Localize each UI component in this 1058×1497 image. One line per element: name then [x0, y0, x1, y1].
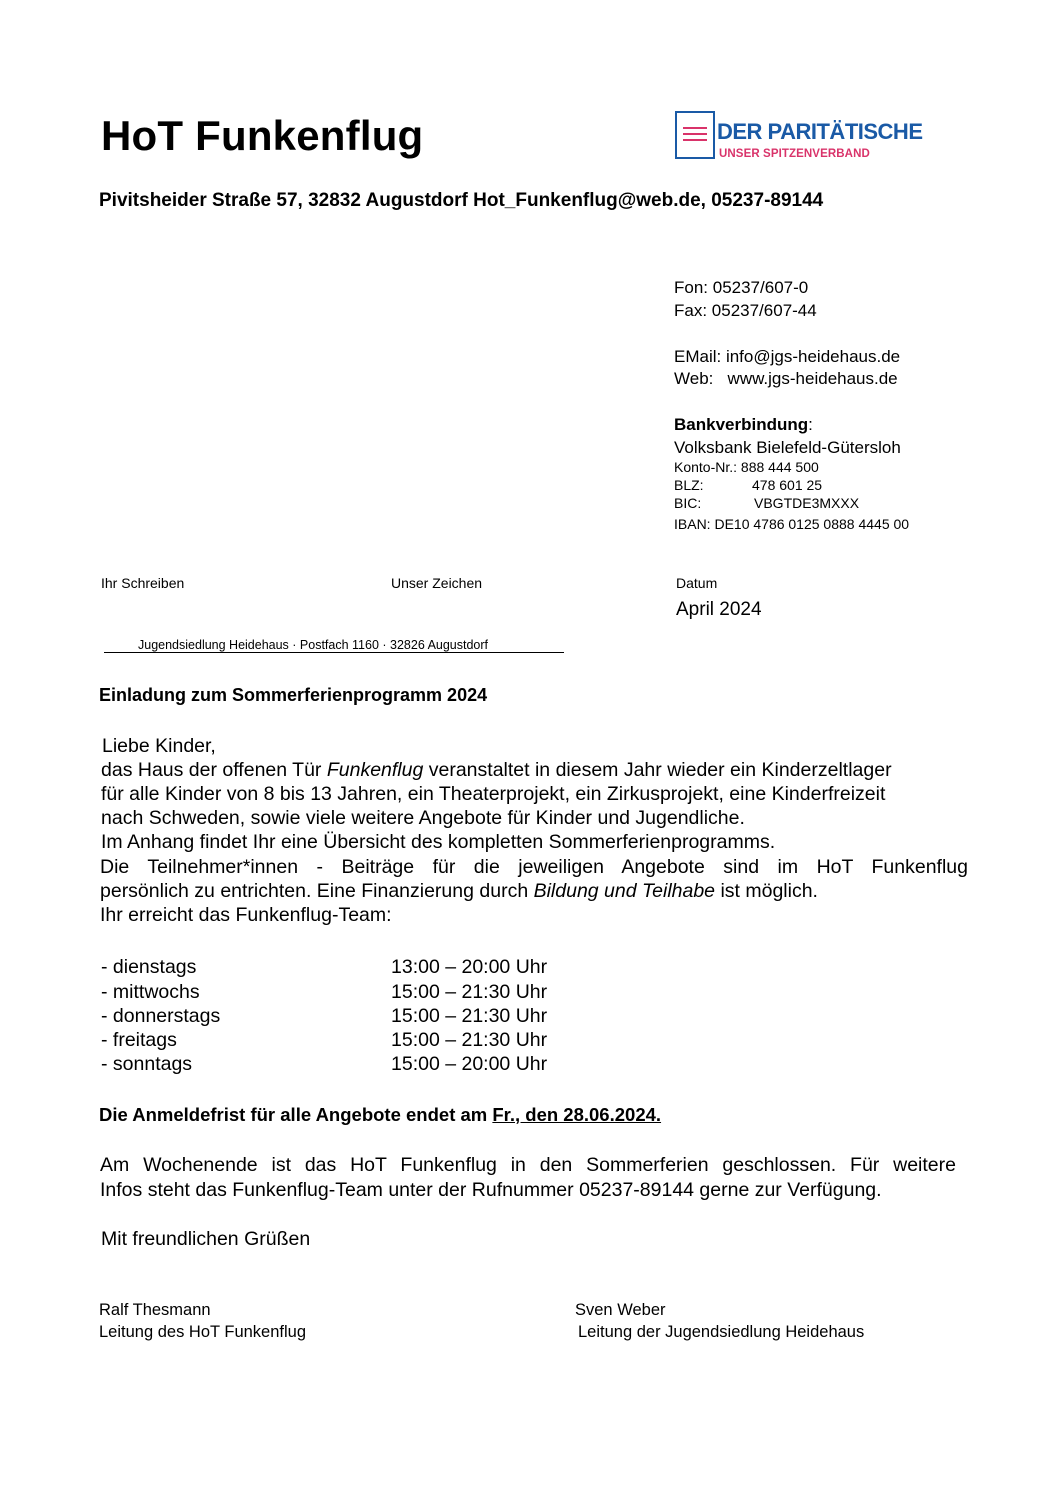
greeting: Liebe Kinder, [102, 735, 216, 757]
p1-text-b: veranstaltet in diesem Jahr wieder ein Kinderzeltlager [423, 759, 892, 781]
bic-value: VBGTDE3MXXX [754, 495, 860, 511]
iban: IBAN: DE10 4786 0125 0888 4445 00 [674, 516, 910, 532]
schedule-day: - mittwochs [101, 981, 200, 1003]
bank-colon: : [808, 415, 813, 434]
unser-zeichen-label: Unser Zeichen [391, 575, 483, 591]
paragraph-1-line-1 [101, 759, 892, 782]
ihr-schreiben-label: Ihr Schreiben [101, 575, 185, 591]
signatory-name: Sven Weber [575, 1301, 666, 1319]
p1-text-a: das Haus der offenen Tür [101, 759, 327, 781]
schedule-day: - freitags [101, 1029, 177, 1051]
p3-text-a: persönlich zu entrichten. Eine Finanzierung durch [100, 880, 534, 902]
contact-fax: Fax: 05237/607-44 [674, 301, 817, 320]
logo-mark-icon [675, 111, 715, 159]
closing-line-1: Am Wochenende ist das HoT Funkenflug in den Sommerferien geschlossen. Für weitere [100, 1154, 956, 1176]
schedule-time: 13:00 – 20:00 Uhr [391, 956, 548, 978]
address-line: Pivitsheider Straße 57, 32832 Augustdorf Hot_Funkenflug@web.de, 05237-89144 [99, 190, 824, 211]
contact-email: EMail: info@jgs-heidehaus.de [674, 347, 901, 366]
p3-italic: Bildung und Teilhabe [533, 880, 716, 902]
contact-web: Web: www.jgs-heidehaus.de [674, 369, 898, 388]
bic-row [674, 495, 859, 511]
signatory-name: Ralf Thesmann [99, 1301, 211, 1319]
schedule-day: - dienstags [101, 956, 197, 978]
blz-label: BLZ: [674, 477, 704, 493]
paritaetische-logo [675, 111, 935, 163]
deadline-date: Fr., den 28.06.2024. [492, 1104, 662, 1125]
blz-value: 478 601 25 [752, 477, 823, 493]
datum-label: Datum [676, 575, 718, 591]
blz-row [674, 477, 822, 493]
logo-main-text: DER PARITÄTISCHE [717, 119, 923, 144]
paragraph-1-line-3: nach Schweden, sowie viele weitere Angebote für Kinder und Jugendliche. [101, 807, 745, 829]
signatory-role: Leitung der Jugendsiedlung Heidehaus [578, 1323, 865, 1341]
schedule-time: 15:00 – 21:30 Uhr [391, 981, 548, 1003]
bic-label: BIC: [674, 495, 702, 511]
signatory-role: Leitung des HoT Funkenflug [99, 1323, 306, 1341]
konto-value: 888 444 500 [740, 459, 819, 475]
contact-fon: Fon: 05237/607-0 [674, 278, 809, 297]
paragraph-2: Im Anhang findet Ihr eine Übersicht des kompletten Sommerferienprogramms. [101, 831, 776, 853]
konto-row [674, 459, 819, 475]
bank-label: Bankverbindung [674, 415, 809, 434]
salutation: Mit freundlichen Grüßen [101, 1228, 311, 1250]
closing-line-2: Infos steht das Funkenflug-Team unter der Rufnummer 05237-89144 gerne zur Verfügung. [100, 1179, 882, 1201]
schedule-time: 15:00 – 21:30 Uhr [391, 1029, 548, 1051]
konto-label: Konto-Nr.: [674, 459, 738, 475]
paragraph-4: Ihr erreicht das Funkenflug-Team: [100, 904, 392, 926]
p3-text-b: ist möglich. [715, 880, 818, 902]
schedule-time: 15:00 – 21:30 Uhr [391, 1005, 548, 1027]
datum-value: April 2024 [676, 599, 762, 620]
deadline-text: Die Anmeldefrist für alle Angebote endet am [99, 1104, 493, 1125]
bank-name: Volksbank Bielefeld-Gütersloh [674, 438, 901, 457]
p1-italic: Funkenflug [326, 759, 424, 781]
deadline-notice [99, 1104, 661, 1126]
paragraph-1-line-2: für alle Kinder von 8 bis 13 Jahren, ein Theaterprojekt, ein Zirkusprojekt, eine Kinderfreizeit [101, 783, 886, 805]
letter-subject: Einladung zum Sommerferienprogramm 2024 [99, 685, 488, 705]
paragraph-3-line-1: Die Teilnehmer*innen - Beiträge für die jeweiligen Angebote sind im HoT Funkenflug [100, 856, 968, 878]
paragraph-3-line-2 [100, 880, 818, 903]
schedule-day: - sonntags [101, 1053, 193, 1075]
page-title: HoT Funkenflug [101, 112, 424, 159]
sender-line: Jugendsiedlung Heidehaus · Postfach 1160 · 32826 Augustdorf [104, 638, 564, 653]
schedule-time: 15:00 – 20:00 Uhr [391, 1053, 548, 1075]
bank-heading [674, 415, 813, 435]
schedule-day: - donnerstags [101, 1005, 221, 1027]
logo-sub-text: UNSER SPITZENVERBAND [719, 148, 870, 160]
